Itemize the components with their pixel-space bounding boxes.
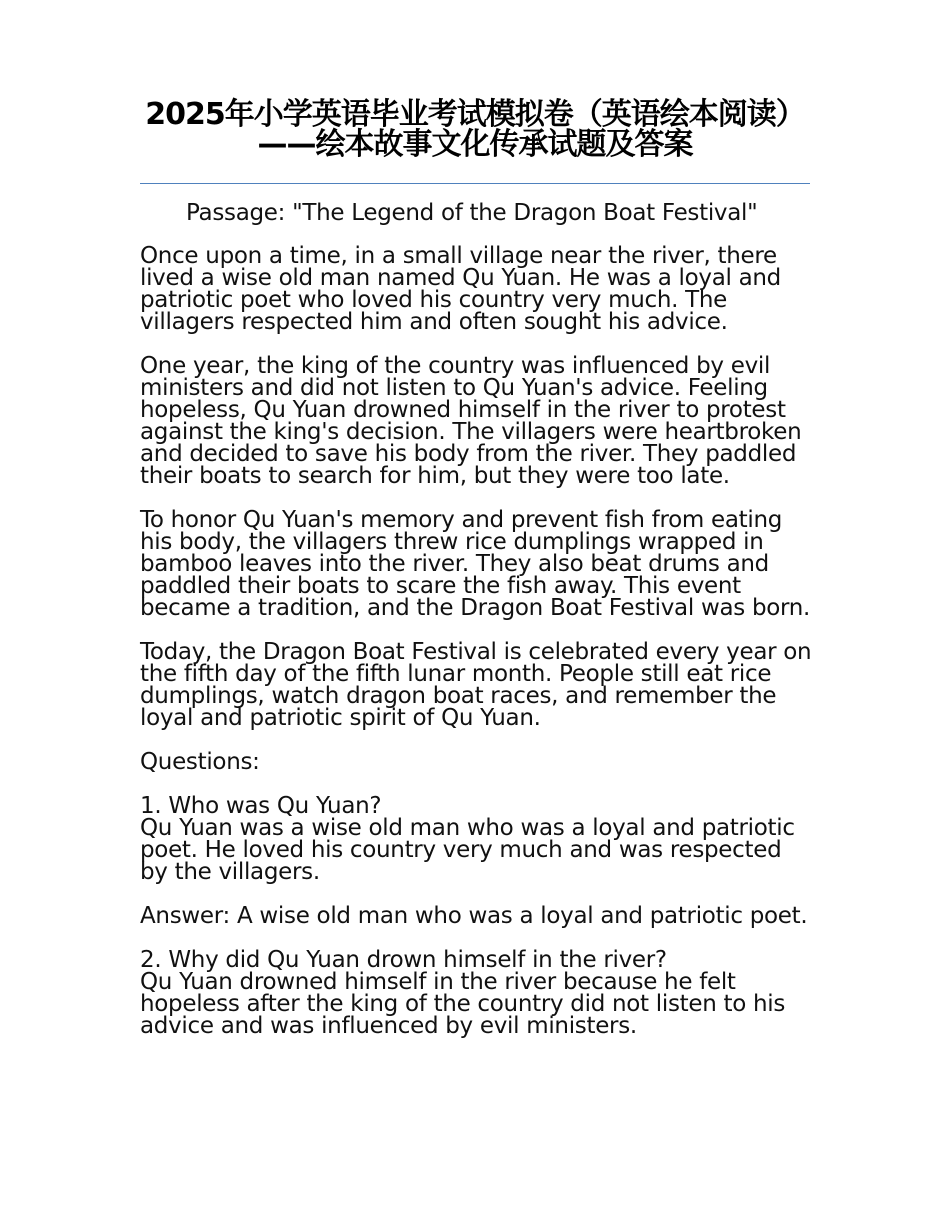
question-1-answer: Answer: A wise old man who was a loyal and patriotic poet. xyxy=(140,903,808,929)
question-1-explanation: Qu Yuan was a wise old man who was a loyal and patriotic poet. He loved his country very much and was respected by the villagers. xyxy=(140,815,795,885)
paragraph-2: One year, the king of the country was influenced by evil ministers and did not listen to Qu Yuan's advice. Feeling hopeless, Qu Yuan drowned himself in the river to protest against the king's decision. The villagers were heartbroken and decided to save his body from the river. They paddled their boats to search for him, but they were too late. xyxy=(140,353,802,489)
paragraph-1: Once upon a time, in a small village near the river, there lived a wise old man named Qu Yuan. He was a loyal and patriotic poet who loved his country very much. The villagers respected him and often sought his advice. xyxy=(140,243,781,335)
question-2 xyxy=(140,949,812,1037)
title-block xyxy=(140,97,810,162)
paragraph-4: Today, the Dragon Boat Festival is celebrated every year on the fifth day of the fifth lunar month. People still eat rice dumplings, watch dragon boat races, and remember the loyal and patriotic spirit of Qu Yuan. xyxy=(140,639,812,731)
question-1 xyxy=(140,795,812,883)
question-1-text: 1. Who was Qu Yuan? xyxy=(140,793,382,819)
document-body xyxy=(140,202,812,1059)
paragraph-3: To honor Qu Yuan's memory and prevent fish from eating his body, the villagers threw rice dumplings wrapped in bamboo leaves into the river. They also beat drums and paddled their boats to scare the fish away. This event became a tradition, and the Dragon Boat Festival was born. xyxy=(140,507,811,621)
title-divider xyxy=(140,183,810,184)
question-2-text: 2. Why did Qu Yuan drown himself in the river? xyxy=(140,947,667,973)
questions-heading: Questions: xyxy=(140,749,260,775)
question-2-explanation: Qu Yuan drowned himself in the river because he felt hopeless after the king of the country did not listen to his advice and was influenced by evil ministers. xyxy=(140,969,786,1039)
passage-title: Passage: "The Legend of the Dragon Boat Festival" xyxy=(186,200,758,226)
document-title: 2025年小学英语毕业考试模拟卷（英语绘本阅读）——绘本故事文化传承试题及答案 xyxy=(145,97,805,162)
